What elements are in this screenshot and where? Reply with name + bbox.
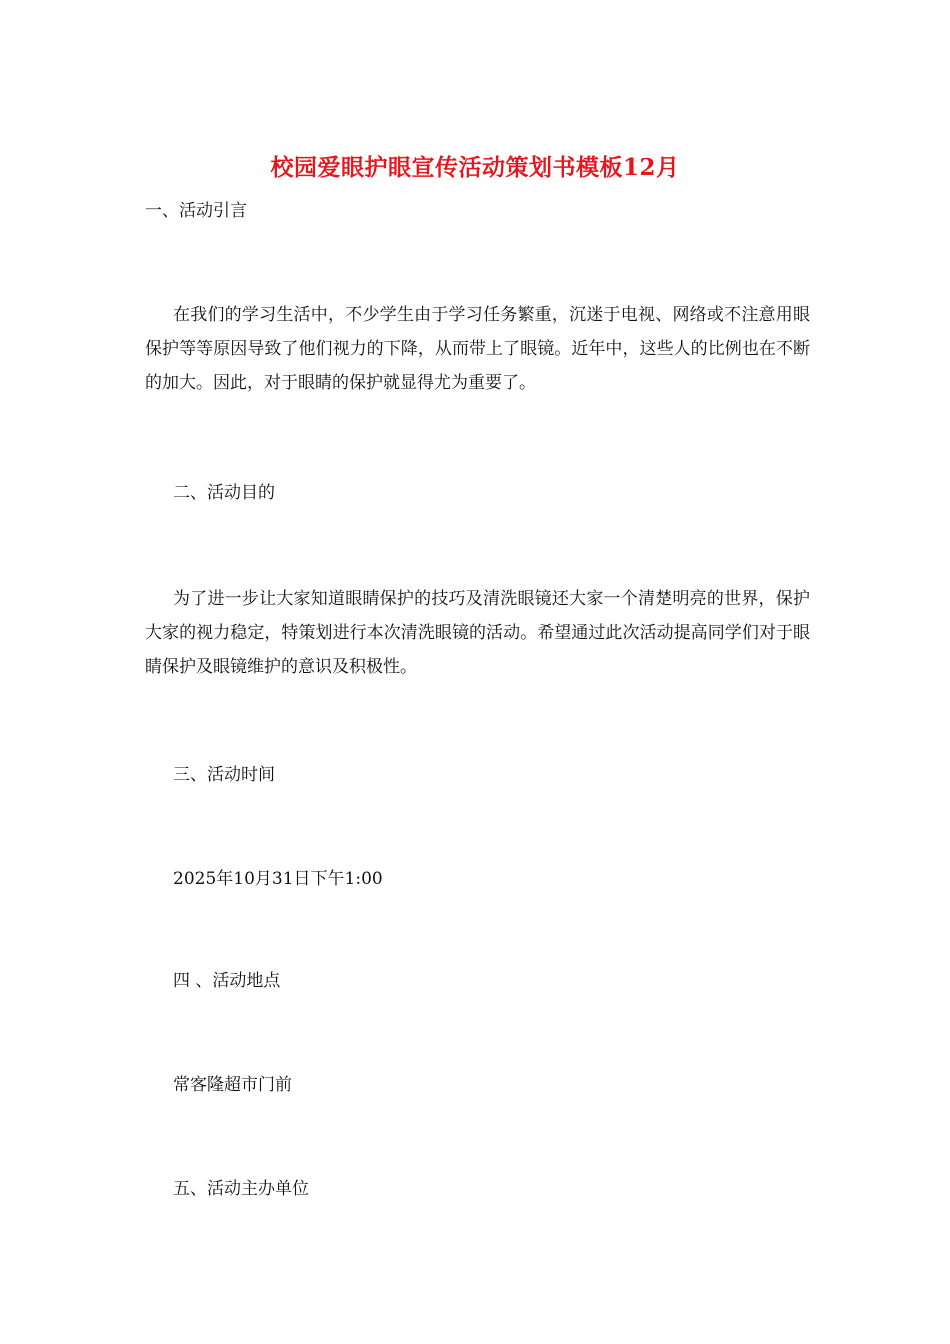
paragraph-intro: 在我们的学习生活中，不少学生由于学习任务繁重，沉迷于电视、网络或不注意用眼保护等等原因导致了他们视力的下降，从而带上了眼镜。近年中，这些人的比例也在不断的加大。因此，对于眼睛的保护就显得尤为重要了。 xyxy=(145,305,810,393)
event-location-text: 常客隆超市门前 xyxy=(173,1075,292,1095)
section-heading-organizer: 五、活动主办单位 xyxy=(173,1179,309,1199)
section-heading-location: 四 、活动地点 xyxy=(173,971,281,991)
section-heading-time: 三、活动时间 xyxy=(173,765,275,785)
section-heading-purpose: 二、活动目的 xyxy=(173,483,275,503)
document-title: 校园爱眼护眼宣传活动策划书模板12月 xyxy=(270,154,680,181)
event-time-text: 2025年10月31日下午1:00 xyxy=(173,869,383,889)
paragraph-purpose: 为了进一步让大家知道眼睛保护的技巧及清洗眼镜还大家一个清楚明亮的世界，保护大家的视力稳定，特策划进行本次清洗眼镜的活动。希望通过此次活动提高同学们对于眼睛保护及眼镜维护的意识及积极性。 xyxy=(145,589,810,677)
section-heading-intro: 一、活动引言 xyxy=(145,201,247,221)
